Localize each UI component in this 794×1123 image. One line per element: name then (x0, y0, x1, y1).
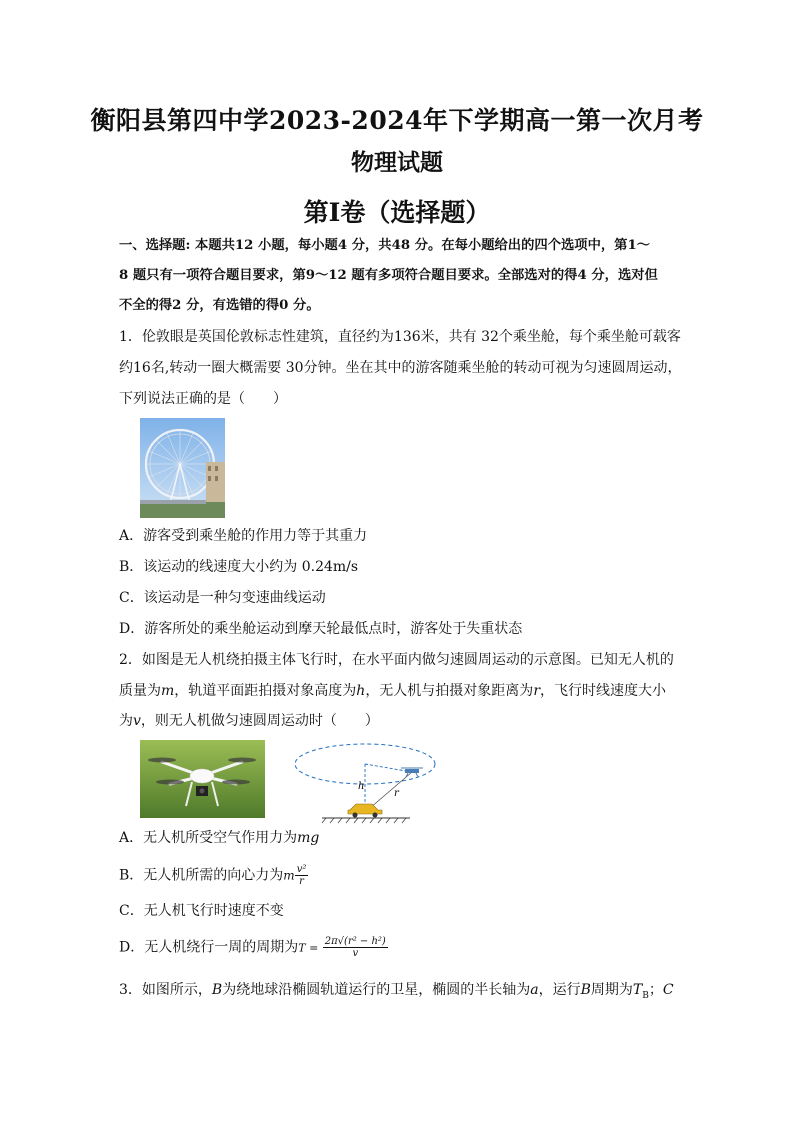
drone-icon (401, 768, 423, 777)
london-eye-photo (140, 418, 225, 518)
fraction-period: $\frac{\text{2π√(r² − h²)}}{v}$ (324, 936, 386, 959)
q1-option-d: D．游客所处的乘坐舱运动到摩天轮最低点时，游客处于失重状态 (119, 621, 523, 637)
instructions-line-1: 一、选择题: 本题共12 小题，每小题4 分，共48 分。在每小题给出的四个选项中，第1～ (119, 238, 651, 253)
exam-title: 衡阳县第四中学2023-2024年下学期高一第一次月考 (90, 106, 704, 135)
label-h: h (358, 781, 365, 792)
q2-option-c: C．无人机飞行时速度不变 (119, 903, 284, 919)
q2-line-3: 为v，则无人机做匀速圆周运动时（ ） (119, 713, 379, 729)
label-r: r (394, 788, 399, 799)
q1-option-b: B．该运动的线速度大小约为 0.24m/s (119, 559, 359, 575)
var-v: v (133, 713, 141, 729)
q2-option-a: A．无人机所受空气作用力为mg (119, 830, 320, 846)
var-r: r (533, 683, 541, 699)
q1-line-2: 约16名,转动一圈大概需要 30分钟。坐在其中的游客随乘坐舱的转动可视为匀速圆周运动， (119, 360, 682, 376)
var-h: h (356, 683, 366, 699)
instructions-line-2: 8 题只有一项符合题目要求，第9～12 题有多项符合题目要求。全部选对的得4 分，选对但 (119, 268, 658, 283)
q1-line-1: 1．伦敦眼是英国伦敦标志性建筑，直径约为136米，共有 32个乘坐舱，每个乘坐舱可载客 (119, 329, 681, 345)
section-title: 第Ⅰ卷（选择题） (303, 198, 491, 227)
var-m: m (161, 683, 175, 699)
q2-line-2: 质量为m，轨道平面距拍摄对象高度为h，无人机与拍摄对象距离为r，飞行时线速度大小 (119, 683, 667, 699)
q2-option-b: B．无人机所需的向心力为m $\frac{\text{v²}}{r}$ (119, 864, 307, 887)
q1-line-3: 下列说法正确的是（ ） (119, 391, 287, 407)
q1-option-a: A．游客受到乘坐舱的作用力等于其重力 (119, 528, 368, 544)
instructions-line-3: 不全的得2 分，有选错的得0 分。 (119, 298, 320, 313)
exam-subtitle: 物理试题 (351, 149, 443, 176)
drone-photo (140, 740, 265, 818)
q3-line-1: 3．如图所示，B为绕地球沿椭圆轨道运行的卫星，椭圆的半长轴为a，运行B周期为$T_B$；C (119, 982, 674, 1001)
q1-option-c: C．该运动是一种匀变速曲线运动 (119, 590, 326, 606)
car-icon (348, 804, 382, 818)
q2-option-d: D．无人机绕行一周的周期为T = $\frac{\text{2π√(r² − h²)}}{v}$ (119, 936, 386, 959)
fraction-v2-over-r: $\frac{\text{v²}}{r}$ (296, 864, 307, 887)
q2-line-1: 2．如图是无人机绕拍摄主体飞行时，在水平面内做匀速圆周运动的示意图。已知无人机的 (119, 652, 674, 668)
drone-orbit-diagram (290, 742, 440, 824)
